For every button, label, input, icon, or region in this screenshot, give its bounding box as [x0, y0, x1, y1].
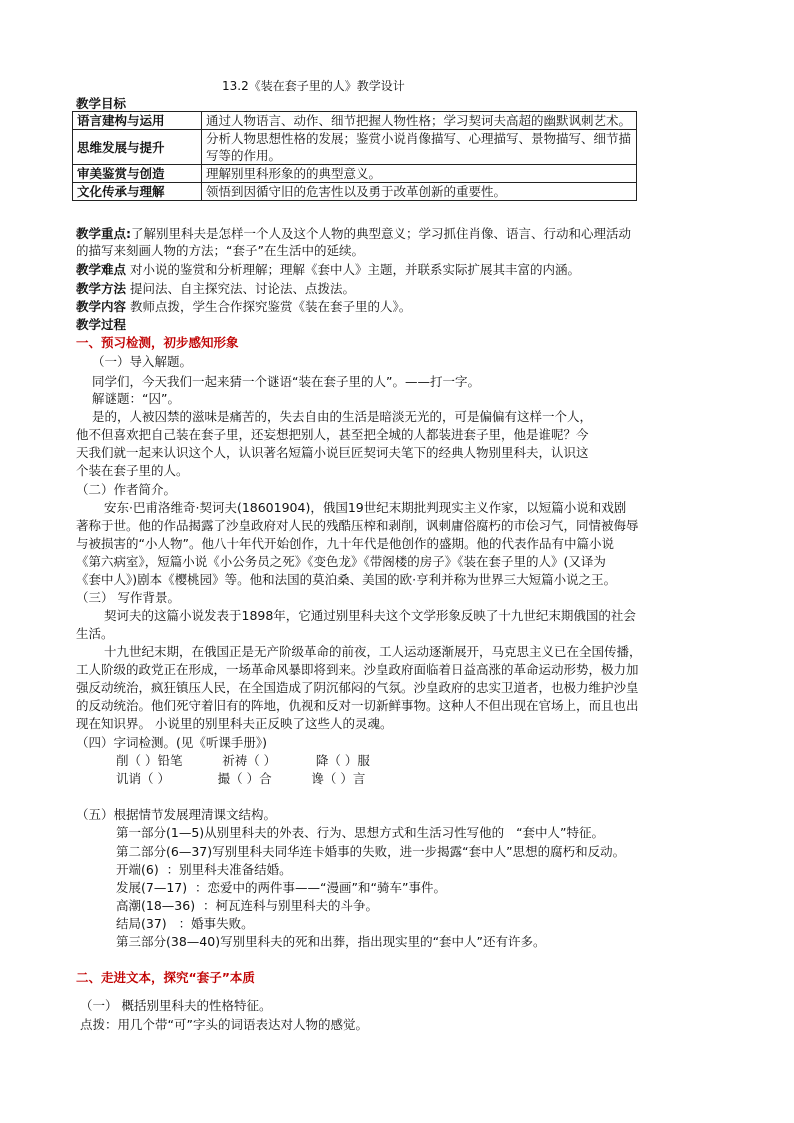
goal-key: 审美鉴赏与创造 — [73, 165, 202, 183]
paragraph-line: 安东·巴甫洛维奇·契诃夫(18601904)，俄国19世纪末期批判现实主义作家，以短篇小说和戏剧 — [104, 500, 627, 515]
vocab-row: 削（ ）铅笔 祈祷（ ） 降（ ）服 — [116, 753, 370, 768]
content-text: 教师点拨，学生合作探究鉴赏《装在套子里的人》。 — [130, 299, 412, 314]
goal-value: 通过人物语言、动作、细节把握人物性格；学习契诃夫高超的幽默讽刺艺术。 — [202, 112, 637, 130]
section-2-heading: 二、走进文本，探究“套子”本质 — [76, 970, 255, 985]
paragraph-line: 他不但喜欢把自己装在套子里，还妄想把别人，甚至把全城的人都装进套子里，他是谁呢？今 — [76, 427, 589, 442]
subsection-intro: （一）导入解题。 — [92, 354, 193, 369]
goal-value: 领悟到因循守旧的危害性以及勇于改革创新的重要性。 — [202, 183, 637, 201]
goal-key: 语言建构与运用 — [73, 112, 202, 130]
section-1-heading: 一、预习检测，初步感知形象 — [76, 335, 239, 350]
subsection-intro: （四）字词检测。(见《听课手册》) — [76, 735, 268, 750]
subsection-intro: （一） 概括别里科夫的性格特征。 — [80, 998, 272, 1013]
structure-line: 结局(37) ：婚事失败。 — [116, 916, 254, 931]
paragraph-line: 现在知识界。 小说里的别里科夫正反映了这些人的灵魂。 — [76, 716, 393, 731]
structure-line: 第二部分(6—37)写别里科夫同华连卡婚事的失败，进一步揭露“套中人”思想的腐朽和反动。 — [116, 844, 626, 859]
method-text: 提问法、自主探究法、讨论法、点拨法。 — [130, 281, 356, 296]
paragraph-line: 点拨：用几个带“可”字头的词语表达对人物的感觉。 — [80, 1017, 368, 1032]
paragraph-line: 契诃夫的这篇小说发表于1898年，它通过别里科夫这个文学形象反映了十九世纪末期俄国的社会 — [104, 608, 636, 623]
table-row — [73, 112, 637, 130]
paragraph-line: 生活。 — [76, 626, 114, 641]
subsection-intro: （五）根据情节发展理清课文结构。 — [76, 807, 277, 822]
subsection-intro: （二）作者简介。 — [76, 482, 177, 497]
table-row — [73, 165, 637, 183]
document-title: 13.2《装在套子里的人》教学设计 — [222, 79, 405, 93]
vocab-row: 讥诮（ ） 撮（ ）合 谗（ ）言 — [116, 771, 366, 786]
structure-line: 发展(7—17) ：恋爱中的两件事——“漫画”和“骑车”事件。 — [116, 880, 446, 895]
paragraph-line: 的反动统治。他们死守着旧有的阵地，仇视和反对一切新鲜事物。这种人不但出现在官场上，而且也出 — [76, 698, 639, 713]
goals-table — [72, 111, 637, 201]
structure-line: 开端(6) ：别里科夫准备结婚。 — [116, 862, 292, 877]
difficulty-line — [76, 261, 580, 278]
focus-line — [76, 225, 631, 242]
method-label: 教学方法 — [76, 281, 127, 296]
focus-line-2: 的描写来刻画人物的方法；“套子”在生活中的延续。 — [76, 243, 364, 258]
paragraph-line: 解谜题：“囚”。 — [92, 391, 180, 406]
paragraph-line: 同学们，今天我们一起来猜一个谜语“装在套子里的人”。——打一字。 — [92, 374, 480, 389]
paragraph-line: 强反动统治，疯狂镇压人民，在全国造成了阴沉郁闷的气氛。沙皇政府的忠实卫道者，也极力维护沙皇 — [76, 680, 639, 695]
goal-value: 理解别里科形象的的典型意义。 — [202, 165, 637, 183]
structure-line: 第一部分(1—5)从别里科夫的外表、行为、思想方式和生活习性写他的 “套中人”特征。 — [116, 825, 605, 840]
paragraph-line: 著称于世。他的作品揭露了沙皇政府对人民的残酷压榨和剥削，讽刺庸俗腐朽的市侩习气，同情被侮辱 — [76, 518, 639, 533]
paragraph-line: 与被损害的“小人物”。他八十年代开始创作，九十年代是他创作的盛期。他的代表作品有中篇小说 — [76, 536, 614, 551]
paragraph-line: 是的，人被囚禁的滋味是痛苦的，失去自由的生活是暗淡无光的，可是偏偏有这样一个人， — [92, 409, 593, 424]
goal-value: 分析人物思想性格的发展；鉴赏小说肖像描写、心理描写、景物描写、细节描写等的作用。 — [202, 130, 637, 165]
table-row — [73, 130, 637, 165]
paragraph-line: 工人阶级的政党正在形成，一场革命风暴即将到来。沙皇政府面临着日益高涨的革命运动形势，极力加 — [76, 662, 639, 677]
paragraph-line: 十九世纪末期，在俄国正是无产阶级革命的前夜，工人运动逐渐展开，马克思主义已在全国传播， — [104, 644, 642, 659]
content-line — [76, 298, 411, 315]
method-line — [76, 280, 355, 297]
structure-line: 高潮(18—36) ：柯瓦连科与别里科夫的斗争。 — [116, 898, 379, 913]
focus-text: 了解别里科夫是怎样一个人及这个人物的典型意义；学习抓住肖像、语言、行动和心理活动 — [131, 226, 632, 241]
goal-key: 思维发展与提升 — [73, 130, 202, 165]
subsection-intro: （三） 写作背景。 — [76, 590, 180, 605]
difficulty-text: 对小说的鉴赏和分析理解；理解《套中人》主题，并联系实际扩展其丰富的内涵。 — [130, 262, 581, 277]
paragraph-line: 《第六病室》，短篇小说《小公务员之死》《变色龙》《带阁楼的房子》《装在套子里的人》(又译为 — [76, 554, 606, 569]
content-label: 教学内容 — [76, 299, 127, 314]
structure-line: 第三部分(38—40)写别里科夫的死和出葬，指出现实里的“套中人”还有许多。 — [116, 934, 546, 949]
process-heading: 教学过程 — [76, 317, 127, 332]
goal-key: 文化传承与理解 — [73, 183, 202, 201]
goals-heading: 教学目标 — [76, 96, 127, 111]
difficulty-label: 教学难点 — [76, 262, 127, 277]
paragraph-line: 《套中人》)剧本《樱桃园》等。他和法国的莫泊桑、美国的欧·亨利并称为世界三大短篇小说之王。 — [76, 572, 617, 587]
focus-label: 教学重点: — [76, 226, 131, 241]
paragraph-line: 个装在套子里的人。 — [76, 463, 189, 478]
table-row — [73, 183, 637, 201]
paragraph-line: 天我们就一起来认识这个人，认识著名短篇小说巨匠契诃夫笔下的经典人物别里科夫，认识这 — [76, 445, 589, 460]
